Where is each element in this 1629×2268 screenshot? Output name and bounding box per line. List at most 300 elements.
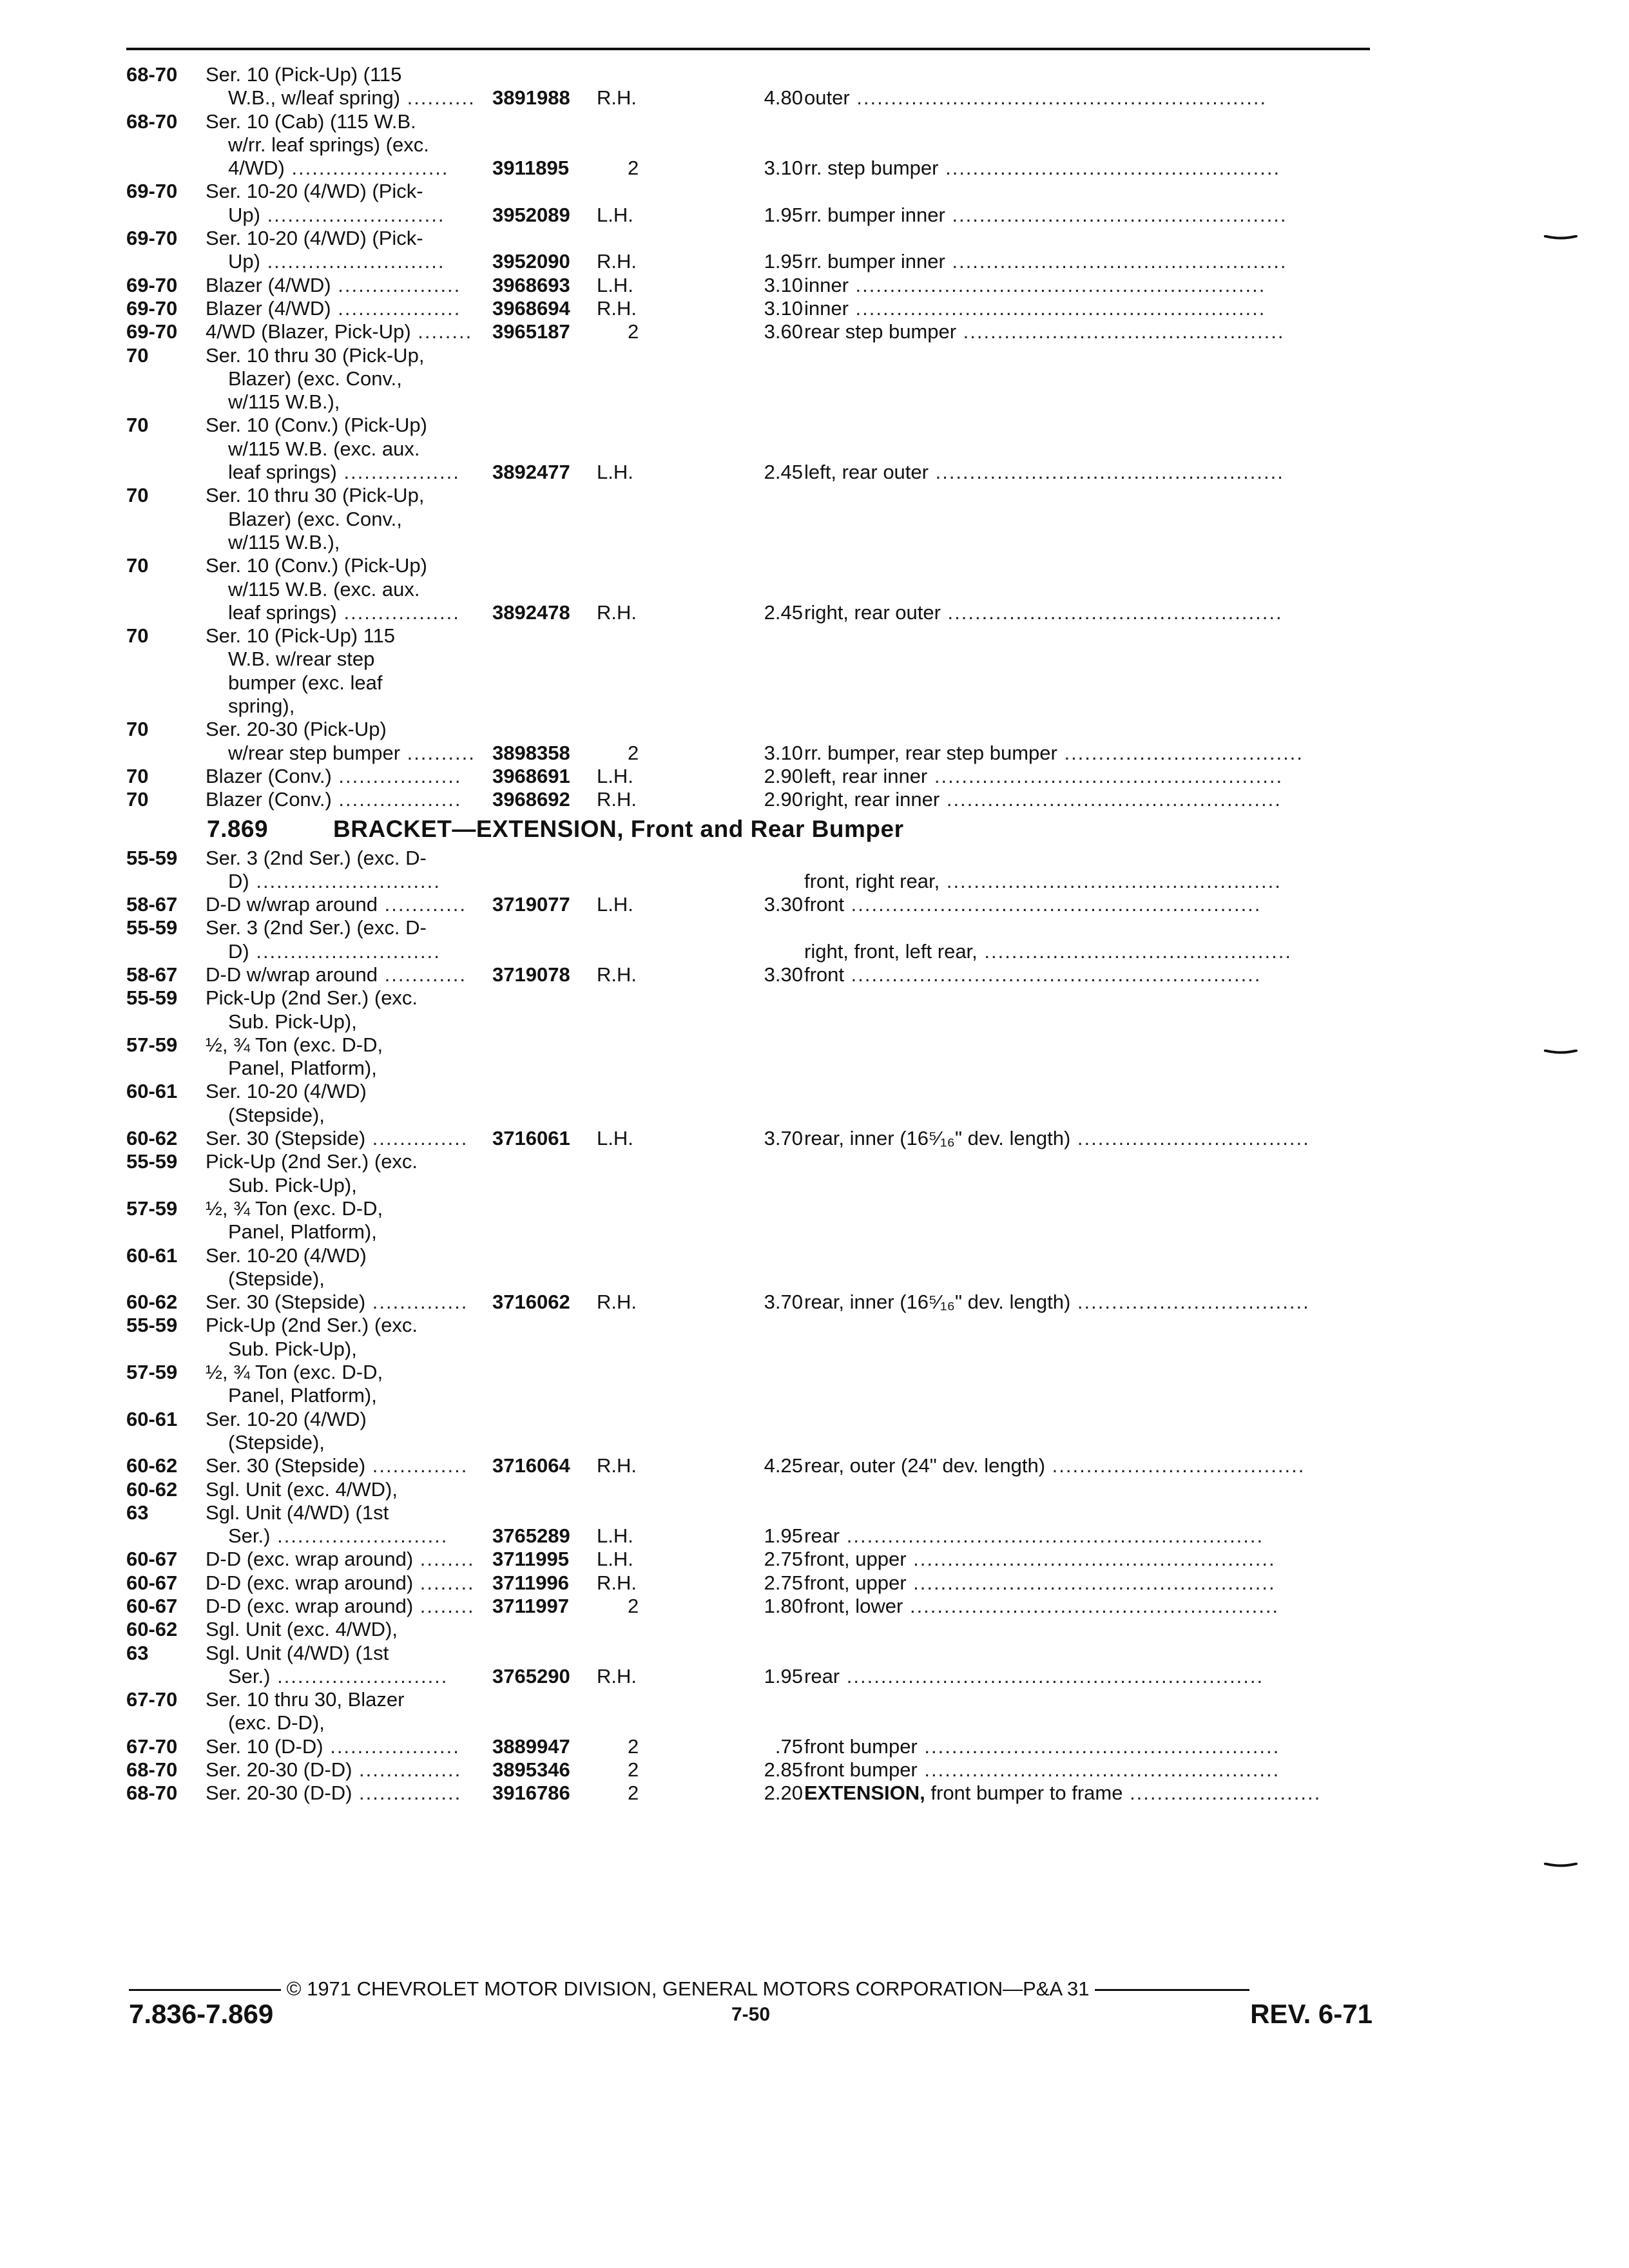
table-row [126, 1595, 1373, 1618]
leader-dots: ................................................. [940, 788, 1282, 811]
leader-dots: ....................... [284, 157, 449, 180]
model-description [206, 1197, 383, 1220]
price: 2.90 [764, 788, 803, 811]
table-row [126, 180, 1373, 203]
quantity: 2 [628, 1782, 639, 1805]
model-description [228, 133, 429, 157]
model-description-text: Ser. 20-30 (D-D) [206, 1758, 352, 1782]
year-range: 60-67 [126, 1595, 178, 1617]
part-number: 3711995 [492, 1548, 569, 1571]
leader-dots: ................................................... [927, 764, 1284, 787]
model-description [206, 1314, 418, 1337]
table-row [126, 297, 1373, 320]
quantity: 2 [628, 1735, 639, 1758]
table-row [126, 1057, 1373, 1080]
leader-dots: ............................................................ [848, 296, 1266, 320]
table-row [126, 847, 1373, 870]
remarks-text: front bumper [804, 1758, 918, 1782]
remarks [804, 274, 1266, 297]
model-description-text: leaf springs) [228, 601, 337, 624]
model-description [228, 531, 340, 554]
footer-revision: REV. 6-71 [1250, 1999, 1373, 2029]
model-description [228, 157, 449, 180]
year-range: 55-59 [126, 986, 178, 1010]
year-range: 57-59 [126, 1196, 178, 1220]
model-description-text: Sgl. Unit (exc. 4/WD), [206, 1477, 398, 1501]
model-description [228, 1384, 377, 1407]
model-description-text: Sgl. Unit (exc. 4/WD), [206, 1618, 398, 1641]
model-description [228, 1665, 448, 1688]
price: 1.95 [764, 203, 803, 226]
quantity: R.H. [597, 86, 637, 110]
price: 1.95 [764, 1664, 803, 1687]
leader-dots: ................................................. [940, 869, 1282, 892]
model-description-text: 4/WD (Blazer, Pick-Up) [206, 320, 411, 343]
leader-dots: .................. [331, 296, 461, 320]
model-description [228, 940, 441, 963]
remarks-text: front [804, 893, 845, 916]
year-range: 70 [126, 624, 149, 648]
price: 3.10 [764, 296, 803, 320]
model-description-text: Panel, Platform), [228, 1384, 377, 1407]
model-description-text: 4/WD) [228, 157, 285, 180]
model-description [228, 695, 294, 718]
model-description [206, 788, 461, 811]
model-description-text: Ser. 30 (Stepside) [206, 1127, 366, 1150]
model-description-text: Sgl. Unit (4/WD) (1st [206, 1501, 389, 1524]
model-description [206, 1501, 389, 1524]
table-row [126, 1244, 1373, 1267]
model-description-text: Blazer (4/WD) [206, 296, 331, 320]
table-row [126, 1080, 1373, 1103]
model-description [228, 1174, 357, 1197]
leader-dots: ............................................................ [848, 273, 1266, 296]
leader-dots: .................................................... [917, 1735, 1280, 1758]
model-description [228, 1267, 325, 1291]
model-description [206, 916, 427, 939]
remarks-text: front bumper [804, 1735, 918, 1758]
model-description [206, 1478, 398, 1501]
model-description-text: Ser. 10-20 (4/WD) (Pick- [206, 227, 423, 250]
leader-dots: ..................................................... [906, 1548, 1276, 1571]
model-description [228, 601, 460, 624]
model-description-text: w/115 W.B.), [228, 390, 340, 414]
year-range: 60-62 [126, 1291, 178, 1314]
model-description-text: w/115 W.B. (exc. aux. [228, 577, 420, 601]
footer-page-number: 7-50 [731, 2004, 771, 2025]
model-description-text: Ser. 20-30 (D-D) [206, 1782, 352, 1805]
model-description [206, 1454, 468, 1477]
model-description [206, 1735, 460, 1758]
price: 4.80 [764, 86, 803, 110]
model-description [206, 1688, 404, 1711]
part-number: 3968691 [492, 764, 570, 787]
model-description [228, 250, 445, 273]
model-description-text: D-D (exc. wrap around) [206, 1548, 414, 1571]
model-description [206, 554, 427, 577]
table-row [126, 648, 1373, 671]
table-row [126, 1127, 1373, 1150]
model-description [206, 344, 424, 367]
quantity: R.H. [597, 1291, 637, 1314]
table-row [126, 1501, 1373, 1524]
leader-dots: ............................................................. [840, 1664, 1264, 1687]
table-row [126, 578, 1373, 601]
price: 2.75 [764, 1571, 803, 1594]
remarks-text: rr. bumper, rear step bumper [804, 741, 1057, 764]
leader-dots: ........................... [249, 869, 441, 892]
model-description-text: Ser. 10 (Conv.) (Pick-Up) [206, 554, 427, 577]
model-description [206, 1033, 383, 1057]
table-row [126, 63, 1373, 86]
leader-dots: ................................................. [938, 157, 1281, 180]
price: .75 [775, 1735, 803, 1758]
model-description [206, 1782, 461, 1805]
remarks [804, 461, 1284, 484]
table-row [126, 461, 1373, 484]
year-range: 69-70 [126, 180, 178, 203]
price: 2.85 [764, 1758, 803, 1782]
remarks-text: outer [804, 86, 850, 110]
model-description [228, 1104, 325, 1127]
price: 1.80 [764, 1595, 803, 1617]
quantity: L.H. [597, 893, 633, 916]
remarks-text: front [804, 963, 845, 986]
remarks [804, 1665, 1264, 1688]
quantity: R.H. [597, 788, 637, 811]
leader-dots: ......................... [270, 1664, 448, 1687]
table-row [126, 1150, 1373, 1173]
year-range: 60-62 [126, 1477, 178, 1501]
remarks [804, 1524, 1264, 1548]
model-description [228, 648, 374, 671]
model-description [206, 1150, 418, 1173]
table-row [126, 1104, 1373, 1127]
remarks-text: rear [804, 1524, 840, 1548]
part-number: 3968694 [492, 296, 570, 320]
model-description [228, 578, 419, 601]
model-description [206, 1571, 475, 1595]
price: 3.60 [764, 320, 803, 343]
footer [129, 1999, 1373, 2031]
quantity: 2 [628, 157, 639, 180]
footer-copyright-line [129, 1977, 1373, 2001]
model-description-text: Panel, Platform), [228, 1057, 377, 1080]
part-number: 3911895 [492, 157, 569, 180]
table-row [126, 1220, 1373, 1244]
remarks [804, 940, 1292, 963]
remarks-text: rr. bumper inner [804, 250, 945, 273]
model-description [206, 414, 427, 437]
model-description [228, 671, 383, 695]
remarks-text: rear, inner (16⁵⁄₁₆" dev. length) [804, 1291, 1071, 1314]
year-range: 58-67 [126, 963, 178, 986]
leader-dots: ..................................................... [906, 1571, 1276, 1594]
year-range: 55-59 [126, 1150, 178, 1173]
year-range: 67-70 [126, 1735, 178, 1758]
model-description-text: Ser. 10 thru 30 (Pick-Up, [206, 484, 425, 507]
leader-dots: ............... [352, 1782, 462, 1805]
year-range: 70 [126, 554, 149, 577]
year-range: 68-70 [126, 1758, 178, 1782]
quantity: 2 [628, 1758, 639, 1782]
leader-dots: ............................................. [977, 939, 1292, 963]
year-range: 60-61 [126, 1244, 178, 1267]
model-description [228, 1338, 357, 1361]
model-description [206, 1642, 389, 1665]
quantity: L.H. [597, 203, 633, 226]
leader-dots: ...................................................... [903, 1595, 1280, 1617]
model-description-text: (Stepside), [228, 1430, 325, 1454]
price: 3.30 [764, 893, 803, 916]
year-range: 69-70 [126, 227, 178, 250]
leader-dots: ................................................... [928, 461, 1284, 484]
quantity: R.H. [597, 250, 637, 273]
table-row [126, 893, 1373, 916]
footer-section-range: 7.836-7.869 [129, 1999, 274, 2029]
table-row [126, 133, 1373, 157]
model-description [206, 63, 401, 86]
model-description-text: D-D w/wrap around [206, 893, 378, 916]
table-row [126, 1665, 1373, 1688]
part-number: 3892478 [492, 601, 570, 624]
table-row [126, 765, 1373, 788]
year-range: 55-59 [126, 846, 178, 869]
year-range: 63 [126, 1641, 149, 1664]
table-row [126, 788, 1373, 811]
model-description-text: Pick-Up (2nd Ser.) (exc. [206, 986, 418, 1010]
section-number: 7.869 [207, 815, 269, 842]
table-row [126, 624, 1373, 648]
model-description [206, 180, 423, 203]
model-description-text: W.B. w/rear step [228, 648, 375, 671]
year-range: 60-67 [126, 1548, 178, 1571]
model-description-text: Ser. 10 (Pick-Up) 115 [206, 624, 396, 648]
remarks-text: rear, outer (24" dev. length) [804, 1454, 1046, 1477]
remarks [804, 157, 1280, 180]
year-range: 69-70 [126, 273, 178, 296]
top-rule [126, 48, 1370, 50]
model-description [206, 1618, 398, 1641]
leader-dots: ............................................... [956, 320, 1285, 343]
model-description-text: W.B., w/leaf spring) [228, 86, 401, 110]
part-number: 3716064 [492, 1454, 570, 1477]
quantity: L.H. [597, 764, 633, 787]
footer-rule-left [129, 1989, 281, 1991]
model-description-text: Pick-Up (2nd Ser.) (exc. [206, 1314, 418, 1337]
quantity: L.H. [597, 461, 633, 484]
remarks [804, 893, 1261, 916]
leader-dots: ......................... [270, 1524, 448, 1548]
quantity: 2 [628, 1595, 639, 1617]
model-description [206, 1408, 367, 1431]
leader-dots: ............ [378, 893, 467, 916]
table-row [126, 1361, 1373, 1384]
leader-dots: .......... [400, 86, 476, 110]
table-row [126, 484, 1373, 507]
leader-dots: .............. [365, 1127, 468, 1150]
year-range: 60-62 [126, 1618, 178, 1641]
table-row [126, 1478, 1373, 1501]
table-row [126, 554, 1373, 577]
model-description [228, 870, 441, 893]
part-number: 3891988 [492, 86, 570, 110]
remarks-text: right, rear outer [804, 601, 941, 624]
model-description [228, 1431, 325, 1454]
model-description-text: w/115 W.B.), [228, 530, 340, 553]
remarks [804, 1595, 1279, 1618]
model-description-text: D-D w/wrap around [206, 963, 378, 986]
part-number: 3711996 [492, 1571, 569, 1594]
quantity: R.H. [597, 296, 637, 320]
section-heading [207, 812, 903, 847]
remarks [804, 1548, 1276, 1571]
leader-dots: .............. [365, 1291, 468, 1314]
part-number: 3765289 [492, 1524, 570, 1548]
table-row [126, 1571, 1373, 1595]
leader-dots: ..................................... [1045, 1454, 1306, 1477]
table-row [126, 250, 1373, 273]
table-row [126, 320, 1373, 343]
model-description-text: D) [228, 869, 249, 892]
table-row [126, 1758, 1373, 1782]
remarks [804, 320, 1284, 343]
price: 2.75 [764, 1548, 803, 1571]
table-row [126, 718, 1373, 741]
model-description [206, 1595, 475, 1618]
leader-dots: ............................................................ [844, 893, 1262, 916]
table-row [126, 940, 1373, 963]
section-title: BRACKET—EXTENSION, Front and Rear Bumper [333, 815, 904, 842]
year-range: 70 [126, 414, 149, 437]
model-description [228, 204, 445, 227]
quantity: R.H. [597, 1571, 637, 1594]
year-range: 70 [126, 764, 149, 787]
model-description-text: Ser. 10-20 (4/WD) (Pick- [206, 180, 423, 203]
table-row [126, 1431, 1373, 1454]
model-description [206, 624, 395, 648]
part-number: 3898358 [492, 741, 570, 764]
leader-dots: .................. [331, 788, 462, 811]
year-range: 60-62 [126, 1127, 178, 1150]
table-row [126, 204, 1373, 227]
price: 3.70 [764, 1127, 803, 1150]
model-description-text: Blazer (Conv.) [206, 764, 332, 787]
table-row [126, 742, 1373, 765]
model-description [228, 1010, 357, 1033]
model-description [228, 461, 460, 484]
table-row [126, 1735, 1373, 1758]
table-row [126, 1291, 1373, 1314]
model-description [206, 320, 472, 343]
table-row [126, 671, 1373, 695]
model-description [206, 986, 418, 1010]
year-range: 60-61 [126, 1407, 178, 1430]
table-row [126, 1267, 1373, 1291]
model-description-text: Blazer (4/WD) [206, 273, 331, 296]
leader-dots: ........ [413, 1571, 475, 1594]
model-description [206, 765, 461, 788]
part-number: 3916786 [492, 1782, 570, 1805]
year-range: 58-67 [126, 893, 178, 916]
model-description [206, 297, 461, 320]
remarks [804, 297, 1266, 320]
table-row [126, 157, 1373, 180]
table-row [126, 1197, 1373, 1220]
table-row [126, 1010, 1373, 1033]
year-range: 68-70 [126, 110, 178, 133]
table-row [126, 1642, 1373, 1665]
part-number: 3716061 [492, 1127, 570, 1150]
section-heading-row [126, 812, 1373, 847]
price: 3.10 [764, 157, 803, 180]
part-number: 3889947 [492, 1735, 570, 1758]
remarks-text: left, rear inner [804, 764, 928, 787]
model-description-text: D) [228, 939, 249, 963]
remarks [804, 742, 1304, 765]
table-row [126, 1548, 1373, 1571]
part-number: 3952090 [492, 250, 570, 273]
model-description-text: Ser. 10-20 (4/WD) [206, 1244, 367, 1267]
remarks [804, 1782, 1321, 1805]
table-row [126, 1688, 1373, 1711]
year-range: 68-70 [126, 1782, 178, 1805]
leader-dots: .................................................... [917, 1758, 1280, 1782]
year-range: 57-59 [126, 1033, 178, 1056]
remarks [804, 86, 1267, 110]
year-range: 55-59 [126, 1314, 178, 1337]
model-description [228, 390, 340, 414]
part-number: 3892477 [492, 461, 570, 484]
model-description-text: Ser. 10 (D-D) [206, 1735, 323, 1758]
remarks [804, 870, 1282, 893]
leader-dots: ................. [336, 461, 460, 484]
quantity: L.H. [597, 273, 633, 296]
price: 2.90 [764, 764, 803, 787]
remarks [804, 1735, 1280, 1758]
model-description-text: Ser.) [228, 1524, 271, 1548]
leader-dots: .................. [331, 273, 461, 296]
model-description-text: Ser. 10 (Conv.) (Pick-Up) [206, 414, 427, 437]
margin-binder-mark [1544, 1860, 1577, 1865]
quantity: L.H. [597, 1548, 633, 1571]
table-row [126, 1384, 1373, 1407]
table-row [126, 916, 1373, 939]
year-range: 69-70 [126, 296, 178, 320]
remarks [804, 1127, 1310, 1150]
table-row [126, 86, 1373, 110]
quantity: 2 [628, 320, 639, 343]
table-row [126, 1524, 1373, 1548]
model-description-text: ½, ¾ Ton (exc. D-D, [206, 1361, 383, 1384]
model-description [228, 1524, 448, 1548]
table-row [126, 986, 1373, 1010]
model-description-text: Ser. 10-20 (4/WD) [206, 1407, 367, 1430]
model-description-text: bumper (exc. leaf [228, 671, 383, 694]
year-range: 70 [126, 343, 149, 367]
quantity: R.H. [597, 963, 637, 986]
leader-dots: ............ [378, 963, 467, 986]
model-description [206, 893, 467, 916]
model-description-text: Blazer) (exc. Conv., [228, 367, 402, 390]
leader-dots: ............................................................ [844, 963, 1262, 986]
part-number: 3952089 [492, 203, 570, 226]
model-description [206, 484, 424, 507]
model-description [206, 227, 423, 250]
table-row [126, 1338, 1373, 1361]
year-range: 70 [126, 718, 149, 741]
leader-dots: ........................... [249, 939, 441, 963]
